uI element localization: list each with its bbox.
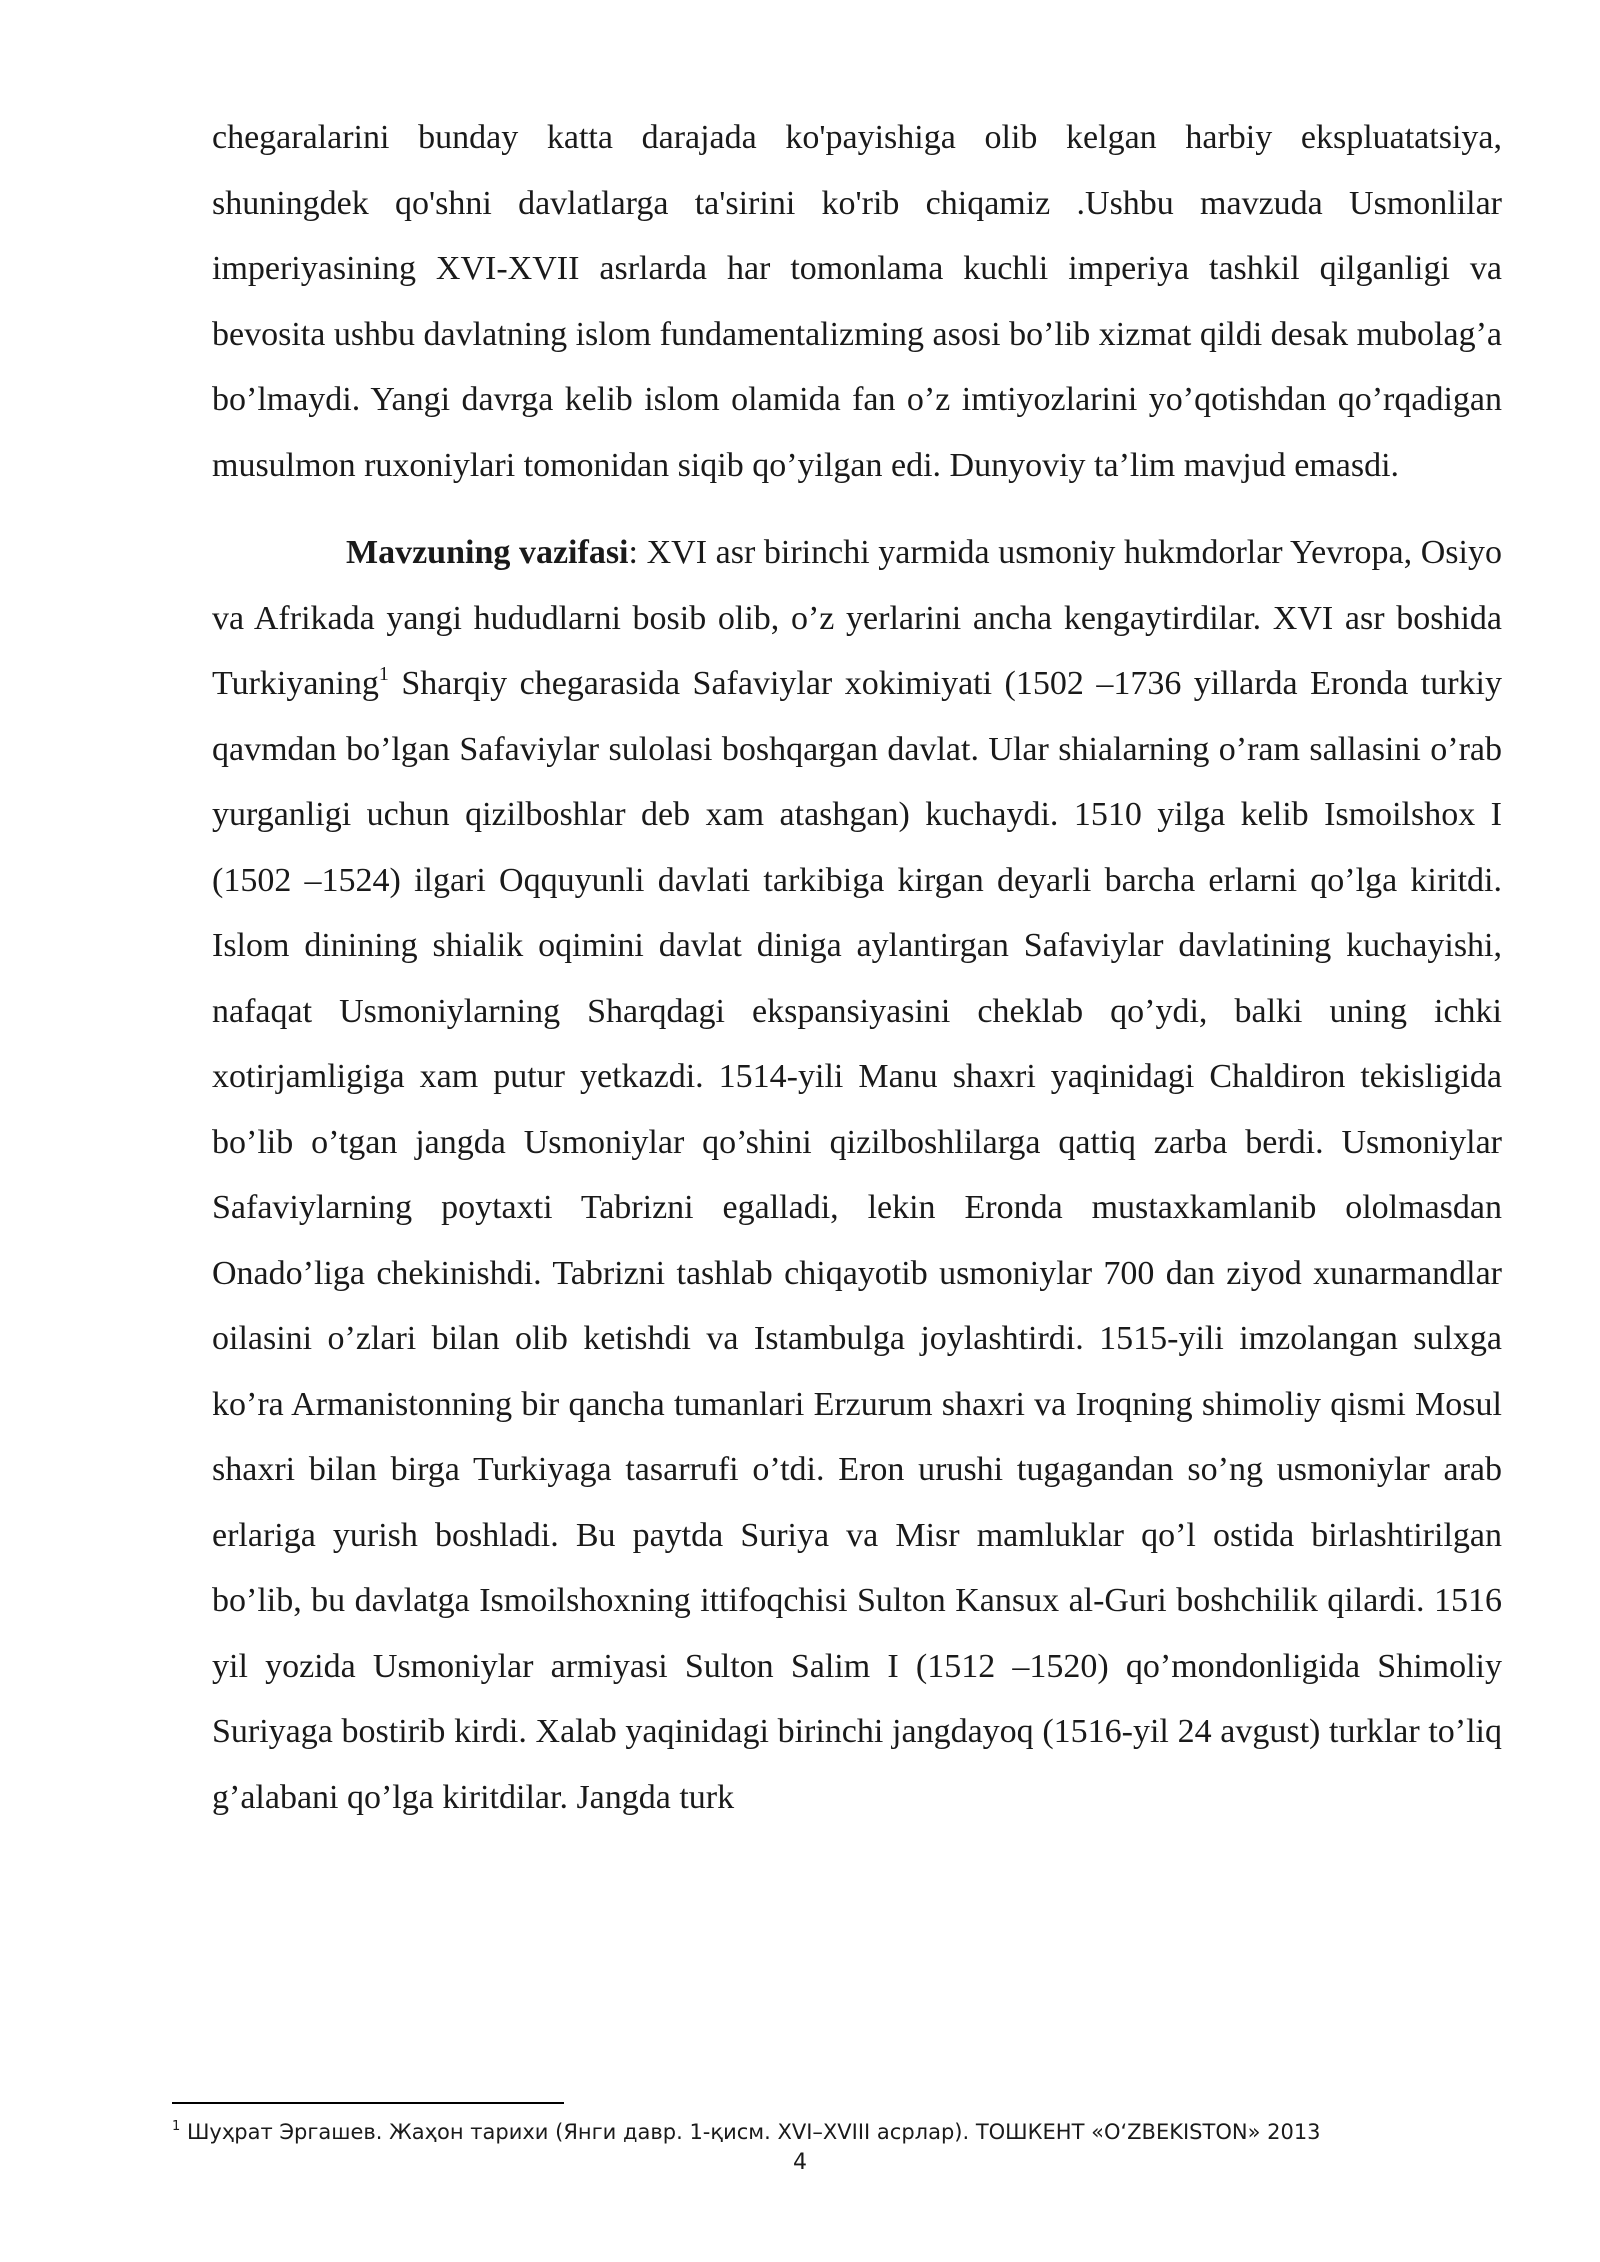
paragraph-task xyxy=(212,520,1502,1830)
paragraph-intro: chegaralarini bunday katta darajada ko'payishiga olib kelgan harbiy ekspluatatsiya, shuningdek qo'shni davlatlarga ta'sirini ko'rib chiqamiz .Ushbu mavzuda Usmonlilar imperiyasining XVI-XVII asrlarda har tomonlama kuchli imperiya tashkil qilganligi va bevosita ushbu davlatning islom fundamentalizming asosi bo’lib xizmat qildi desak mubolag’a bo’lmaydi. Yangi davrga kelib islom olamida fan o’z imtiyozlarini yo’qotishdan qo’rqadigan musulmon ruxoniylari tomonidan siqib qo’yilgan edi. Dunyoviy ta’lim mavjud emasdi. xyxy=(212,119,1502,484)
paragraph-text-part2: Sharqiy chegarasida Safaviylar xokimiyati (1502 –1736 yillarda Eronda turkiy qavmdan bo’lgan Safaviylar sulolasi boshqargan davlat. Ular shialarning o’ram sallasini o’rab yurganligi uchun qizilboshlar deb xam atashgan) kuchaydi. 1510 yilga kelib Ismoilshox I (1502 –1524) ilgari Oqquyunli davlati tarkibiga kirgan deyarli barcha erlarni qo’lga kiritdi. Islom dinining shialik oqimini davlat diniga aylantirgan Safaviylar davlatining kuchayishi, nafaqat Usmoniylarning Sharqdagi ekspansiyasini cheklab qo’ydi, balki uning ichki xotirjamligiga xam putur yetkazdi. 1514-yili Manu shaxri yaqinidagi Chaldiron tekisligida bo’lib o’tgan jangda Usmoniylar qo’shini qizilboshlilarga qattiq zarba berdi. Usmoniylar Safaviylarning poytaxti Tabrizni egalladi, lekin Eronda mustaxkamlanib ololmasdan Onado’liga chekinishdi. Tabrizni tashlab chiqayotib usmoniylar 700 dan ziyod xunarmandlar oilasini o’zlari bilan olib ketishdi va Istambulga joylashtirdi. 1515-yili imzolangan sulxga ko’ra Armanistonning bir qancha tumanlari Erzurum shaxri va Iroqning shimoliy qismi Mosul shaxri bilan birga Turkiyaga tasarrufi o’tdi. Eron urushi tugagandan so’ng usmoniylar arab erlariga yurish boshladi. Bu paytda Suriya va Misr mamluklar qo’l ostida birlashtirilgan bo’lib, bu davlatga Ismoilshoxning ittifoqchisi Sulton Kansux al-Guri boshchilik qilardi. 1516 yil yozida Usmoniylar armiyasi Sulton Salim I (1512 –1520) qo’mondonligida Shimoliy Suriyaga bostirib kirdi. Xalab yaqinidagi birinchi jangdayoq (1516-yil 24 avgust) turklar to’liq g’alabani qo’lga kiritdilar. Jangda turk xyxy=(212,665,1502,1816)
section-heading-inline: Mavzuning vazifasi xyxy=(346,534,629,571)
heading-colon: : xyxy=(628,534,638,571)
footnote xyxy=(172,2117,1502,2147)
footnote-text: Шуҳрат Эргашев. Жаҳон тарихи (Янги давр. 1-қисм. XVI–XVIII асрлар). ТОШКЕНТ «O‘ZBEKISTON» 2013 xyxy=(180,2120,1321,2144)
body-text xyxy=(212,105,1502,1830)
footnote-reference[interactable]: 1 xyxy=(378,663,389,685)
footnote-marker: 1 xyxy=(172,2119,181,2134)
footnote-separator xyxy=(172,2102,564,2104)
paragraph-text-part1: XVI asr birinchi yarmida usmoniy hukmdorlar Yevropa, Osiyo va Afrikada yangi hududlarni bosib olib, o’z yerlarini ancha kengaytirdilar. XVI asr boshida Turkiyaning xyxy=(212,534,1502,702)
page-number: 4 xyxy=(793,2150,807,2175)
